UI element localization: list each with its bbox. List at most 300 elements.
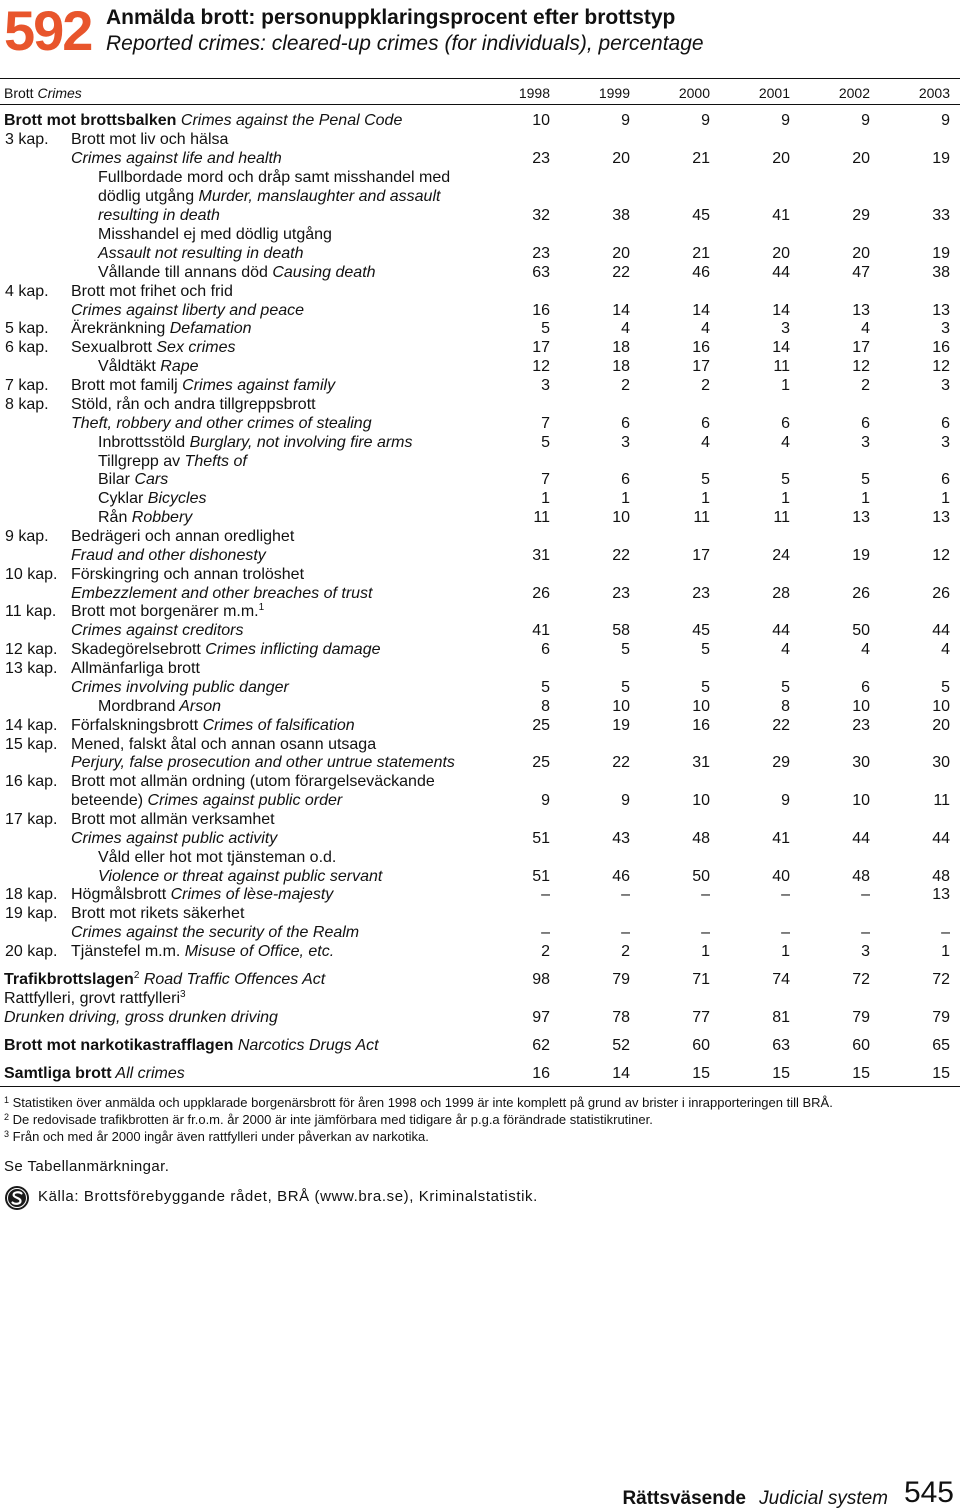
table-row [0, 1036, 960, 1055]
value-cell: 14 [612, 302, 630, 319]
value-cell: 47 [852, 264, 870, 281]
chapter-label: 3 kap. [5, 131, 49, 148]
table-row [0, 942, 960, 961]
row-label-part: Brott mot borgenärer m.m. [71, 603, 259, 620]
row-label-part: Våldtäkt [98, 358, 156, 375]
row-label [71, 602, 264, 621]
row-label [71, 791, 342, 810]
row-label-part: Skadegörelsebrott [71, 641, 201, 658]
row-label [4, 1036, 379, 1055]
table-row [0, 602, 960, 621]
table-row [0, 168, 960, 187]
value-cell: 12 [932, 547, 950, 564]
value-cell: 1 [701, 490, 710, 507]
row-label-part: Stöld, rån och andra tillgreppsbrott [71, 396, 316, 413]
value-cell: 1 [941, 490, 950, 507]
value-cell: 41 [532, 622, 550, 639]
row-label-part: Brott mot allmän verksamhet [71, 811, 275, 828]
value-cell: 48 [692, 830, 710, 847]
value-cell: 77 [692, 1009, 710, 1026]
table-row [0, 678, 960, 697]
chapter-label: 17 kap. [5, 811, 58, 828]
value-cell: – [941, 924, 950, 941]
value-cell: 50 [692, 868, 710, 885]
table-row [0, 735, 960, 754]
value-cell: 14 [772, 302, 790, 319]
value-cell: 25 [532, 754, 550, 771]
row-label-part: Brott mot brottsbalken [4, 112, 177, 129]
row-label [98, 470, 168, 489]
value-cell: 44 [932, 622, 950, 639]
row-label-part: Förfalskningsbrott [71, 717, 199, 734]
table-row [0, 1008, 960, 1027]
row-label-part: Crimes against the security of the Realm [71, 924, 360, 941]
year-header: 2001 [758, 85, 790, 101]
column-header-row [0, 84, 960, 103]
value-cell: 65 [932, 1037, 950, 1054]
value-cell: 22 [772, 717, 790, 734]
value-cell: 4 [621, 320, 630, 337]
value-cell: 63 [532, 264, 550, 281]
table-row [0, 659, 960, 678]
value-cell: 5 [701, 471, 710, 488]
value-cell: 1 [861, 490, 870, 507]
value-cell: 63 [772, 1037, 790, 1054]
row-label [98, 867, 382, 886]
column-header-label [4, 84, 82, 103]
value-cell: 4 [701, 434, 710, 451]
value-cell: 9 [861, 112, 870, 129]
value-cell: 6 [941, 471, 950, 488]
row-label-part: Crimes of lèse-majesty [166, 886, 334, 903]
value-cell: 21 [692, 245, 710, 262]
chapter-label: 9 kap. [5, 528, 49, 545]
value-cell: 1 [621, 490, 630, 507]
value-cell: 6 [541, 641, 550, 658]
value-cell: 10 [932, 698, 950, 715]
value-cell: 16 [692, 339, 710, 356]
value-cell: 23 [612, 585, 630, 602]
value-cell: 11 [533, 509, 550, 526]
value-cell: 45 [692, 622, 710, 639]
page-number: 545 [903, 1476, 954, 1509]
value-cell: 33 [932, 207, 950, 224]
row-label-part: Misshandel ej med dödlig utgång [98, 226, 332, 243]
row-label-part: Thefts of [180, 453, 247, 470]
value-cell: 1 [781, 377, 790, 394]
value-cell: 26 [532, 585, 550, 602]
value-cell: 2 [701, 377, 710, 394]
value-cell: 30 [932, 754, 950, 771]
row-label [71, 546, 266, 565]
source-line [4, 1185, 704, 1213]
value-cell: 6 [861, 679, 870, 696]
row-label [71, 735, 376, 754]
table-row [0, 489, 960, 508]
value-cell: 20 [772, 245, 790, 262]
value-cell: 17 [532, 339, 550, 356]
value-cell: 26 [852, 585, 870, 602]
row-label-part: Ärekränkning [71, 320, 166, 337]
table-row [0, 867, 960, 886]
value-cell: 18 [612, 358, 630, 375]
value-cell: 3 [941, 320, 950, 337]
row-label [98, 489, 206, 508]
row-label-part: Crimes against family [177, 377, 336, 394]
row-label-part: Mordbrand [98, 698, 176, 715]
value-cell: 3 [541, 377, 550, 394]
value-cell: 12 [532, 358, 550, 375]
row-label-part: Embezzlement and other breaches of trust [71, 585, 373, 602]
value-cell: 3 [941, 377, 950, 394]
value-cell: 79 [612, 971, 630, 988]
value-cell: 13 [852, 509, 870, 526]
value-cell: 1 [541, 490, 550, 507]
chapter-label: 10 kap. [5, 566, 58, 583]
row-label-part: beteende) [71, 792, 144, 809]
table-row [0, 225, 960, 244]
value-cell: 11 [773, 358, 790, 375]
row-label [71, 338, 236, 357]
value-cell: 5 [701, 641, 710, 658]
row-label [98, 244, 303, 263]
row-label-part: dödlig utgång [98, 188, 195, 205]
value-cell: 10 [852, 698, 870, 715]
value-cell: 1 [941, 943, 950, 960]
table-row [0, 716, 960, 735]
value-cell: 79 [932, 1009, 950, 1026]
value-cell: 71 [692, 971, 710, 988]
row-label [4, 1008, 278, 1027]
value-cell: 11 [693, 509, 710, 526]
value-cell: 22 [612, 264, 630, 281]
table-row [0, 319, 960, 338]
row-label [71, 716, 355, 735]
value-cell: 23 [852, 717, 870, 734]
value-cell: 1 [781, 490, 790, 507]
table-row [0, 829, 960, 848]
row-label-part: Brott mot frihet och frid [71, 283, 233, 300]
value-cell: – [701, 924, 710, 941]
table-row [0, 565, 960, 584]
row-label [71, 414, 372, 433]
value-cell: 44 [772, 264, 790, 281]
row-label [98, 508, 192, 527]
table-row [0, 244, 960, 263]
value-cell: 5 [781, 679, 790, 696]
table-row [0, 433, 960, 452]
value-cell: 10 [532, 112, 550, 129]
row-label [71, 527, 294, 546]
value-cell: 1 [781, 943, 790, 960]
value-cell: 43 [612, 830, 630, 847]
table-row [0, 357, 960, 376]
value-cell: 19 [932, 150, 950, 167]
footnote-marker: 3 [180, 989, 186, 1000]
value-cell: 5 [621, 641, 630, 658]
row-label-part: Defamation [165, 320, 252, 337]
value-cell: 3 [621, 434, 630, 451]
value-cell: 13 [932, 886, 950, 903]
value-cell: 9 [541, 792, 550, 809]
row-label-part: Vållande till annans död [98, 264, 268, 281]
value-cell: 1 [701, 943, 710, 960]
value-cell: 4 [941, 641, 950, 658]
value-cell: 4 [781, 434, 790, 451]
table-row [0, 753, 960, 772]
value-cell: 5 [781, 471, 790, 488]
value-cell: 20 [612, 245, 630, 262]
page-footer [554, 1476, 954, 1510]
footnote-text: De redovisade trafikbrotten är fr.o.m. år 2000 är inte jämförbara med tidigare år p.g.a förändrade statistikrutiner. [12, 1112, 653, 1127]
table-row [0, 640, 960, 659]
value-cell: 16 [532, 302, 550, 319]
value-cell: 16 [692, 717, 710, 734]
row-label [71, 395, 316, 414]
value-cell: 6 [781, 415, 790, 432]
row-label-part: Mened, falskt åtal och annan osann utsaga [71, 736, 377, 753]
value-cell: 20 [852, 150, 870, 167]
value-cell: 25 [532, 717, 550, 734]
table-row [0, 338, 960, 357]
row-label [71, 621, 244, 640]
value-cell: 3 [941, 434, 950, 451]
row-label-part: Causing death [267, 264, 376, 281]
value-cell: 9 [781, 792, 790, 809]
table-row [0, 546, 960, 565]
table-row [0, 149, 960, 168]
table-row [0, 206, 960, 225]
value-cell: 5 [701, 679, 710, 696]
row-label-part: Rattfylleri, grovt rattfylleri [4, 990, 181, 1007]
chapter-label: 8 kap. [5, 396, 49, 413]
row-label-part: Crimes against life and health [71, 150, 282, 167]
section-name-en: Judicial system [759, 1488, 888, 1509]
value-cell: 4 [701, 320, 710, 337]
table-row [0, 282, 960, 301]
value-cell: 10 [852, 792, 870, 809]
table-row [0, 848, 960, 867]
value-cell: 44 [772, 622, 790, 639]
value-cell: – [621, 886, 630, 903]
value-cell: 98 [532, 971, 550, 988]
table-row [0, 263, 960, 282]
table-row [0, 697, 960, 716]
table-row [0, 111, 960, 130]
value-cell: 9 [621, 112, 630, 129]
value-cell: 4 [861, 320, 870, 337]
value-cell: 13 [932, 302, 950, 319]
value-cell: 5 [541, 434, 550, 451]
row-label [71, 640, 380, 659]
value-cell: 13 [932, 509, 950, 526]
row-label [98, 206, 220, 225]
footnote-text: Statistiken över anmälda och uppklarade borgenärsbrott för åren 1998 och 1999 är inte komplett på grund av brister i inrapporteringen till BRÅ. [12, 1095, 833, 1110]
row-label-part: Rån [98, 509, 128, 526]
chapter-label: 14 kap. [5, 717, 58, 734]
page-header [4, 2, 954, 62]
row-label-part: Crimes inflicting damage [200, 641, 381, 658]
table-row [0, 1064, 960, 1083]
value-cell: 14 [612, 1065, 630, 1082]
top-rule [0, 78, 960, 79]
row-label-part: Brott mot narkotikastrafflagen [4, 1037, 234, 1054]
table-row [0, 772, 960, 791]
row-label-part: Assault not resulting in death [98, 245, 304, 262]
value-cell: 74 [772, 971, 790, 988]
value-cell: 16 [532, 1065, 550, 1082]
value-cell: 20 [852, 245, 870, 262]
value-cell: 72 [932, 971, 950, 988]
footnote [4, 1112, 653, 1127]
table-row [0, 527, 960, 546]
table-row [0, 508, 960, 527]
value-cell: 20 [612, 150, 630, 167]
value-cell: 18 [612, 339, 630, 356]
row-label [98, 848, 336, 867]
row-label [71, 319, 252, 338]
row-label-part: Misuse of Office, etc. [180, 943, 335, 960]
value-cell: 23 [532, 245, 550, 262]
row-label-part: resulting in death [98, 207, 220, 224]
row-label-part: Violence or threat against public servant [98, 868, 383, 885]
chapter-label: 16 kap. [5, 773, 58, 790]
year-header: 1999 [598, 85, 630, 101]
value-cell: 6 [621, 415, 630, 432]
table-row [0, 187, 960, 206]
value-cell: 3 [861, 434, 870, 451]
value-cell: 31 [532, 547, 550, 564]
row-label-part: Bicycles [143, 490, 207, 507]
value-cell: 14 [692, 302, 710, 319]
value-cell: 8 [781, 698, 790, 715]
table-row [0, 885, 960, 904]
value-cell: 7 [541, 415, 550, 432]
table-number: 592 [4, 0, 92, 62]
footnote [4, 1129, 429, 1144]
row-label-part: Arson [175, 698, 222, 715]
value-cell: 15 [692, 1065, 710, 1082]
row-label-part: Crimes against the Penal Code [176, 112, 403, 129]
row-label-part: Burglary, not involving fire arms [185, 434, 413, 451]
value-cell: 48 [932, 868, 950, 885]
table-row [0, 470, 960, 489]
row-label-part: Narcotics Drugs Act [233, 1037, 379, 1054]
row-label [98, 433, 413, 452]
footnote-number: 1 [4, 1095, 10, 1105]
column-header-en: Crimes [37, 85, 82, 101]
table-row [0, 301, 960, 320]
value-cell: 46 [612, 868, 630, 885]
value-cell: 31 [692, 754, 710, 771]
value-cell: 2 [621, 377, 630, 394]
row-label [71, 923, 359, 942]
value-cell: 10 [612, 698, 630, 715]
value-cell: 17 [692, 358, 710, 375]
value-cell: – [861, 886, 870, 903]
row-label [71, 565, 304, 584]
value-cell: 10 [692, 698, 710, 715]
row-label [4, 989, 186, 1008]
value-cell: 2 [621, 943, 630, 960]
table-row [0, 970, 960, 989]
row-label-part: Fraud and other dishonesty [71, 547, 266, 564]
value-cell: – [781, 886, 790, 903]
row-label [71, 584, 373, 603]
footnote-number: 2 [4, 1112, 10, 1122]
value-cell: 23 [532, 150, 550, 167]
chapter-label: 15 kap. [5, 736, 58, 753]
value-cell: 16 [932, 339, 950, 356]
footnote-number: 3 [4, 1129, 10, 1139]
value-cell: – [541, 886, 550, 903]
value-cell: – [781, 924, 790, 941]
value-cell: 24 [772, 547, 790, 564]
value-cell: 46 [692, 264, 710, 281]
row-label-part: Cars [130, 471, 169, 488]
value-cell: 20 [772, 150, 790, 167]
value-cell: 2 [541, 943, 550, 960]
value-cell: 15 [772, 1065, 790, 1082]
row-label [71, 772, 435, 791]
row-label-part: Brott mot liv och hälsa [71, 131, 229, 148]
value-cell: 9 [621, 792, 630, 809]
row-label [4, 111, 402, 130]
row-label [71, 376, 335, 395]
value-cell: 30 [852, 754, 870, 771]
value-cell: 97 [532, 1009, 550, 1026]
value-cell: 29 [772, 754, 790, 771]
row-label-part: Drunken driving, gross drunken driving [4, 1009, 278, 1026]
value-cell: 13 [852, 302, 870, 319]
value-cell: 19 [852, 547, 870, 564]
value-cell: 19 [932, 245, 950, 262]
row-label-part: Rape [155, 358, 199, 375]
value-cell: 5 [621, 679, 630, 696]
row-label-part: Tjänstefel m.m. [71, 943, 181, 960]
value-cell: 51 [532, 868, 550, 885]
value-cell: 26 [932, 585, 950, 602]
header-rule [0, 104, 960, 105]
section-name-sv: Rättsväsende [622, 1488, 746, 1509]
row-label-part: Theft, robbery and other crimes of stealing [71, 415, 372, 432]
value-cell: 5 [861, 471, 870, 488]
value-cell: 3 [781, 320, 790, 337]
source-text: Källa: Brottsförebyggande rådet, BRÅ (www.bra.se), Kriminalstatistik. [38, 1188, 538, 1205]
value-cell: 17 [692, 547, 710, 564]
row-label-part: Road Traffic Offences Act [139, 971, 326, 988]
row-label-part: Bilar [98, 471, 131, 488]
chapter-label: 12 kap. [5, 641, 58, 658]
value-cell: 62 [532, 1037, 550, 1054]
row-label-part: Sexualbrott [71, 339, 152, 356]
value-cell: 5 [941, 679, 950, 696]
source-s-logo-icon [4, 1185, 30, 1211]
row-label-part: Inbrottsstöld [98, 434, 186, 451]
value-cell: 60 [852, 1037, 870, 1054]
value-cell: 3 [861, 943, 870, 960]
footnote-marker: 1 [258, 602, 265, 613]
value-cell: 72 [852, 971, 870, 988]
value-cell: 81 [772, 1009, 790, 1026]
value-cell: 2 [861, 377, 870, 394]
row-label-part: Våld eller hot mot tjänsteman o.d. [98, 849, 337, 866]
value-cell: – [621, 924, 630, 941]
value-cell: 6 [621, 471, 630, 488]
footnote-text: Från och med år 2000 ingår även rattfylleri under påverkan av narkotika. [12, 1129, 429, 1144]
value-cell: 50 [852, 622, 870, 639]
row-label [98, 697, 221, 716]
